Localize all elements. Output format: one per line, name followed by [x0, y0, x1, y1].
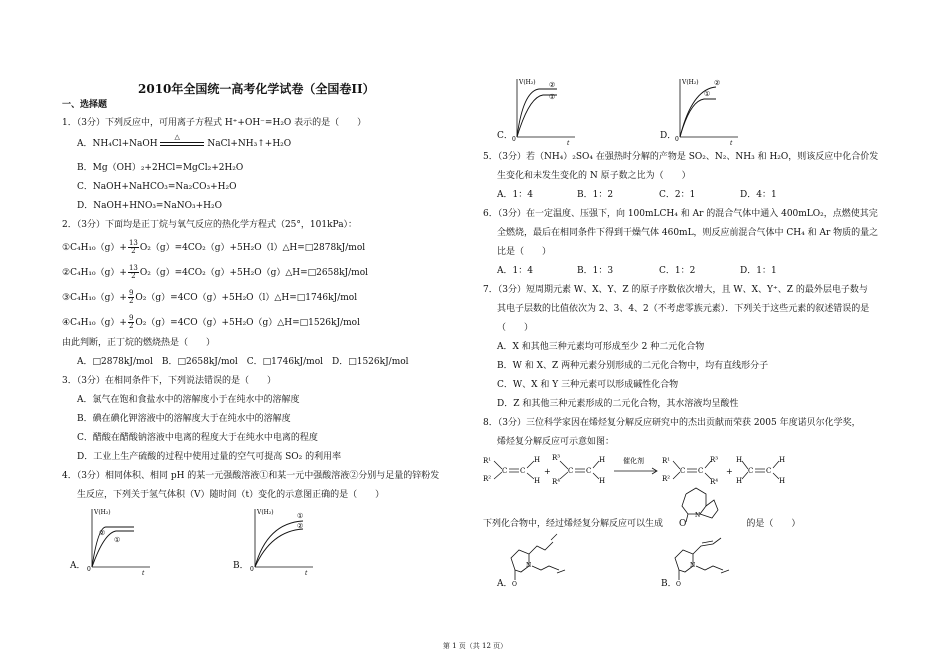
q4-graph-a	[84, 505, 154, 577]
svg-text:O: O	[512, 581, 517, 588]
q6-option-b: B．1：3	[577, 266, 614, 276]
q3-option-d: D．工业上生产硫酸的过程中使用过量的空气可提高 SO₂ 的利用率	[77, 452, 342, 462]
svg-text:R⁴: R⁴	[710, 478, 719, 486]
r3-label: R³	[552, 454, 561, 462]
q5-line2: 生变化和未发生变化的 N 原子数之比为（ ）	[497, 171, 691, 181]
q1-stem: 1．（3分）下列反应中，可用离子方程式 H⁺+OH⁻=H₂O 表示的是（ ）	[62, 118, 367, 128]
svg-text:N: N	[526, 562, 532, 569]
svg-text:N: N	[690, 562, 696, 569]
q4-option-d-label: D．	[660, 131, 677, 141]
q8-line1: 8．（3分）三位科学家因在烯烃复分解反应研究中的杰出贡献而荣获 2005 年度诺贝尔化学奖，	[483, 418, 861, 428]
svg-text:C: C	[520, 467, 526, 475]
q3-option-a: A．氯气在饱和食盐水中的溶解度小于在纯水中的溶解度	[77, 395, 300, 405]
q6-option-d: D．1：1	[740, 266, 777, 276]
svg-text:R²: R²	[662, 475, 671, 483]
q4-a-axis-y: V(H₂)	[94, 509, 111, 516]
svg-text:C: C	[502, 467, 508, 475]
q8-option-b-molecule	[669, 530, 739, 586]
heat-condition: △	[160, 141, 204, 146]
q5-line1: 5．（3分）若（NH₄）₂SO₄ 在强热时分解的产物是 SO₂、N₂、NH₃ 和 H₂O，则该反应中化合价发	[483, 152, 879, 162]
q2-equation-4: ④C₄H₁₀（g）+ $\frac{9}{2}$ O₂（g）=4CO（g）+5H₂O（g）△H=□1526kJ/mol	[62, 314, 360, 330]
q1-option-c: C．NaOH+NaHCO₃=Na₂CO₃+H₂O	[77, 182, 237, 192]
svg-text:H: H	[736, 456, 743, 464]
q4-b-axis-x: t	[305, 570, 308, 577]
q4-stem-line2: 生反应，下列关于氢气体积（V）随时间（t）变化的示意图正确的是（ ）	[77, 490, 385, 500]
q5-option-c: C．2：1	[659, 190, 696, 200]
q4-c-origin: 0	[512, 136, 516, 143]
q4-b-axis-y: V(H₂)	[257, 509, 274, 516]
q4-option-a-label: A．	[70, 561, 86, 571]
svg-text:H: H	[534, 477, 541, 485]
r2-label: R²	[483, 475, 492, 483]
q7-option-c: C．W、X 和 Y 三种元素可以形成碱性化合物	[497, 380, 679, 390]
q8-ask: 下列化合物中，经过烯烃复分解反应可以生成 O 的是（ ）	[483, 519, 801, 529]
q6-line1: 6．（3分）在一定温度、压强下，向 100mLCH₄ 和 Ar 的混合气体中通入 400mLO₂，点燃使其完	[483, 209, 878, 219]
q4-b-curve1: ①	[297, 512, 304, 520]
svg-text:C: C	[586, 467, 592, 475]
q3-option-c: C．醋酸在醋酸钠溶液中电离的程度大于在纯水中电离的程度	[77, 433, 318, 443]
q4-graph-c	[509, 75, 579, 147]
q4-graph-b	[247, 505, 317, 577]
q2-stem: 2．（3分）下面均是正丁烷与氧气反应的热化学方程式（25°，101kPa）：	[62, 220, 358, 230]
q7-option-a: A．X 和其他三种元素均可形成至少 2 种二元化合物	[497, 342, 705, 352]
r4-label: R⁴	[552, 478, 561, 486]
q4-d-curve1: ①	[704, 90, 711, 98]
q2-equation-3: ③C₄H₁₀（g）+ $\frac{9}{2}$ O₂（g）=4CO（g）+5H₂O（l）△H=□1746kJ/mol	[62, 289, 358, 305]
q6-option-c: C．1：2	[659, 266, 696, 276]
q4-c-curve2: ②	[549, 81, 556, 89]
svg-text:H: H	[736, 477, 743, 485]
q4-graph-d	[672, 75, 742, 147]
q6-option-a: A．1：4	[497, 266, 533, 276]
q4-c-curve1: ①	[549, 93, 556, 101]
q5-option-d: D．4：1	[740, 190, 777, 200]
q5-option-b: B．1：2	[577, 190, 614, 200]
q4-d-axis-x: t	[730, 140, 733, 147]
q8-option-a-molecule	[505, 530, 575, 586]
q5-option-a: A．1：4	[497, 190, 533, 200]
q4-d-origin: 0	[675, 136, 679, 143]
svg-text:C: C	[680, 467, 686, 475]
q8-line2: 烯烃复分解反应可示意如图：	[497, 437, 615, 447]
q4-d-axis-y: V(H₂)	[682, 79, 699, 86]
catalyst-label: 催化剂	[623, 457, 644, 465]
q4-b-curve2: ②	[297, 522, 304, 530]
svg-text:C: C	[766, 467, 772, 475]
q6-line2: 全燃烧，最后在相同条件下得到干燥气体 460mL，则反应前混合气体中 CH₄ 和 Ar 物质的量之	[497, 228, 879, 238]
q4-b-origin: 0	[250, 566, 254, 573]
svg-text:C: C	[568, 467, 574, 475]
svg-text:C: C	[748, 467, 754, 475]
q8-option-b-label: B．	[661, 579, 677, 589]
q6-line3: 比是（ ）	[497, 247, 552, 257]
q1-option-a: A．NH₄Cl+NaOH △ NaCl+NH₃↑+H₂O	[77, 133, 292, 149]
svg-text:H: H	[779, 477, 786, 485]
q4-a-origin: 0	[87, 566, 91, 573]
q2-options: A．□2878kJ/mol B．□2658kJ/mol C．□1746kJ/mol D．□1526kJ/mol	[77, 357, 409, 367]
q3-stem: 3．（3分）在相同条件下，下列说法错误的是（ ）	[62, 376, 276, 386]
q4-option-b-label: B．	[233, 561, 249, 571]
svg-text:O: O	[676, 581, 681, 588]
svg-text:R³: R³	[710, 456, 719, 464]
section-heading: 一、选择题	[62, 100, 108, 110]
q4-c-axis-x: t	[567, 140, 570, 147]
q7-option-d: D．Z 和其他三种元素形成的二元化合物，其水溶液均呈酸性	[497, 399, 739, 409]
q7-line1: 7．（3分）短周期元素 W、X、Y、Z 的原子序数依次增大，且 W、X、Y⁺、Z 的最外层电子数与	[483, 285, 868, 295]
svg-text:H: H	[599, 456, 606, 464]
q1-option-d: D．NaOH+HNO₃=NaNO₃+H₂O	[77, 201, 222, 211]
q7-option-b: B．W 和 X、Z 两种元素分别形成的二元化合物中，均有直线形分子	[497, 361, 769, 371]
r1-label: R¹	[483, 457, 492, 465]
q8-option-a-label: A．	[497, 579, 513, 589]
q4-a-axis-x: t	[142, 570, 145, 577]
metathesis-scheme	[482, 450, 812, 490]
q7-line3: （ ）	[497, 323, 534, 333]
q2-ask: 由此判断，正丁烷的燃烧热是（ ）	[62, 338, 216, 348]
q4-option-c-label: C．	[497, 131, 513, 141]
svg-text:H: H	[599, 477, 606, 485]
page-title: 2010年全国统一高考化学试卷（全国卷II）	[138, 82, 375, 96]
svg-text:H: H	[534, 456, 541, 464]
svg-text:C: C	[698, 467, 704, 475]
svg-text:+: +	[726, 467, 733, 476]
q4-d-curve2: ②	[714, 79, 721, 87]
page-footer: 第 1 页（共 12 页）	[442, 642, 508, 650]
q7-line2: 其电子层数的比值依次为 2、3、4、2（不考虑零族元素）．下列关于这些元素的叙述错误的是	[497, 304, 870, 314]
q1-option-b: B．Mg（OH）₂+2HCl=MgCl₂+2H₂O	[77, 163, 244, 173]
q2-equation-1: ①C₄H₁₀（g）+ $\frac{13}{2}$ O₂（g）=4CO₂（g）+5H₂O（l）△H=□2878kJ/mol	[62, 239, 366, 255]
q4-stem-line1: 4．（3分）相同体积、相同 pH 的某一元强酸溶液①和某一元中强酸溶液②分别与足量的锌粉发	[62, 471, 440, 481]
q3-option-b: B．碘在碘化钾溶液中的溶解度大于在纯水中的溶解度	[77, 414, 291, 424]
svg-text:N: N	[695, 512, 701, 519]
svg-text:R¹: R¹	[662, 457, 671, 465]
svg-text:H: H	[779, 456, 786, 464]
q2-equation-2: ②C₄H₁₀（g）+ $\frac{13}{2}$ O₂（g）=4CO₂（g）+5H₂O（g）△H=□2658kJ/mol	[62, 264, 369, 280]
q4-a-curve1: ①	[114, 536, 121, 544]
svg-text:+: +	[544, 467, 551, 476]
q4-c-axis-y: V(H₂)	[519, 79, 536, 86]
q4-a-curve2: ②	[99, 529, 106, 537]
